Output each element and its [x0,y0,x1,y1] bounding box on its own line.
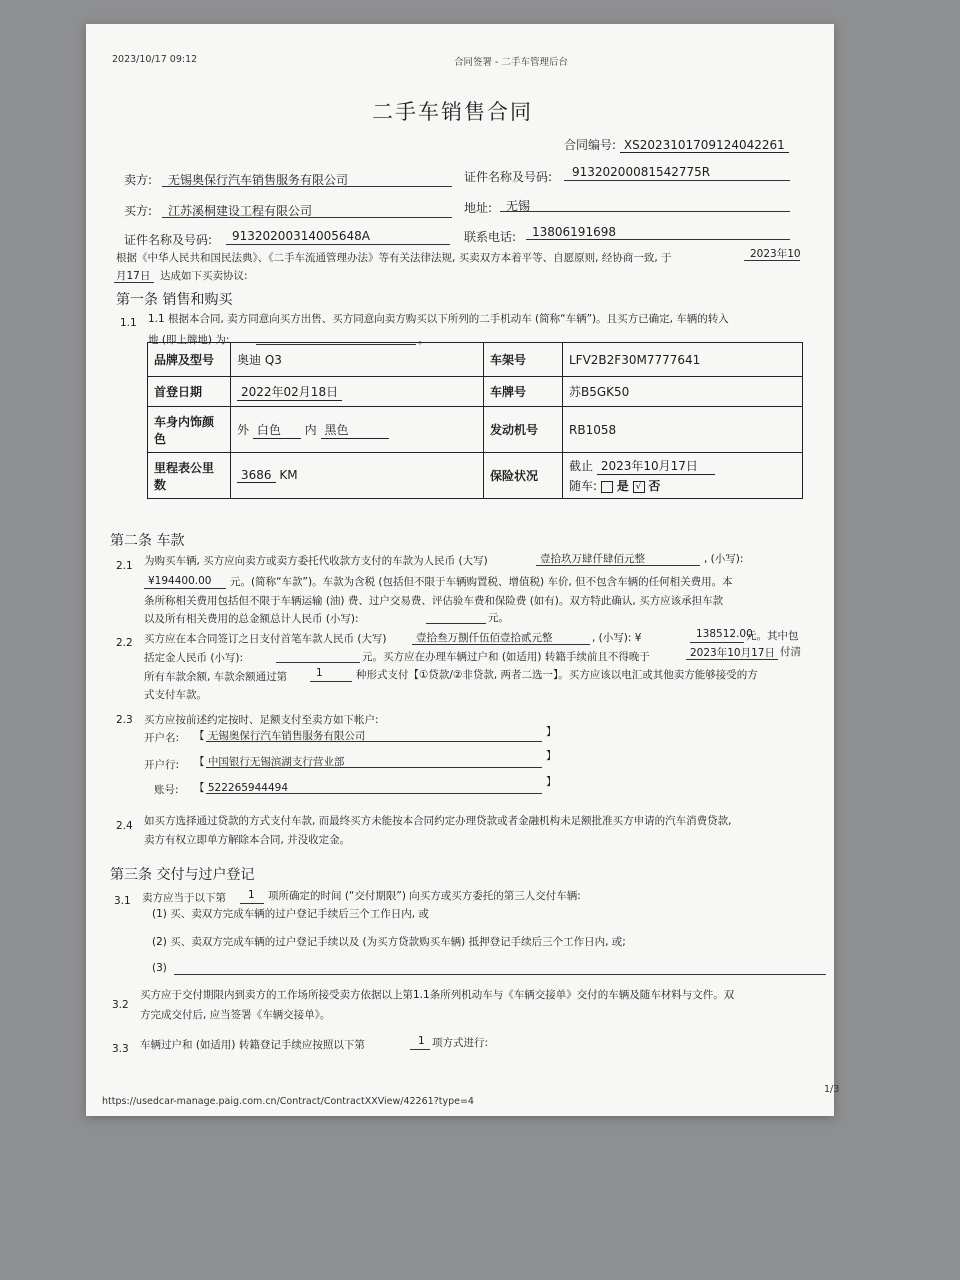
contract-no-label: 合同编号: [564,138,617,152]
account-name-bracket: 】 [546,726,557,738]
clause-3-1-num: 3.1 [114,895,131,907]
yes-checkbox[interactable] [601,481,613,493]
clause-3-2-text-a: 买方应于交付期限内到卖方的工作场所接受卖方依据以上第1.1条所列机动车与《车辆交接单》交付的车辆及随车材料与文件。双 [140,989,735,1001]
account-name: 无锡奥保行汽车销售服务有限公司 [207,730,366,742]
clause-2-2-text-e: 元。买方应在办理车辆过户和 (如适用) 转籍手续前且不得晚于 [362,651,650,663]
insurance-until-label: 截止 [569,459,594,473]
intro-date-a: 2023年10 [750,248,801,260]
delivery-option-2: (2) 买、卖双方完成车辆的过户登记手续以及 (为买方贷款购买车辆) 抵押登记手续后三个工作日内, 或; [152,936,626,948]
total-amount-blank[interactable] [426,623,486,624]
color-cell [231,407,484,453]
article-3-title: 第三条 交付与过户登记 [110,867,255,883]
mileage-unit: KM [279,468,298,482]
mileage-cell [231,453,484,499]
clause-2-3-text: 买方应按前述约定按时、足额支付至卖方如下帐户: [144,714,379,726]
clause-2-2-text-b: , (小写): ¥ [592,632,642,644]
phone-label: 联系电话: [464,230,517,244]
price-upper: 壹拾玖万肆仟肆佰元整 [540,553,645,565]
clause-2-1-num: 2.1 [116,560,133,572]
transfer-item-underline [410,1049,430,1050]
clause-2-4-text-b: 卖方有权立即单方解除本合同, 并没收定金。 [144,834,351,846]
first-payment-upper: 壹拾叁万捌仟伍佰壹拾贰元整 [416,632,553,644]
transfer-item: 1 [418,1035,425,1047]
phone: 13806191698 [532,225,616,239]
price-lower: ¥194400.00 [148,575,212,587]
insurance-label: 保险状况 [484,453,563,499]
print-page-number: 1/3 [824,1084,840,1095]
seller-id-label: 证件名称及号码: [464,170,553,184]
clause-2-1-text-c: 元。(简称“车款”)。车款为含税 (包括但不限于车辆购置税、增值税) 车价, 但不包含车辆的任何相关费用。本 [230,576,733,588]
document-title: 二手车销售合同 [372,100,533,124]
clause-1-1-text: 1.1 根据本合同, 卖方同意向买方出售、买方同意向卖方购买以下所列的二手机动车 (简称“车辆”)。且买方已确定, 车辆的转入 [148,313,729,325]
int-color: 黑色 [321,421,389,439]
account-no-underline [206,793,542,794]
buyer-underline [162,217,452,218]
contract-no-row [564,136,789,153]
intro-date-b: 月17日 [116,270,151,282]
intro-line1: 根据《中华人民共和国民法典》、《二手车流通管理办法》等有关法律法规, 买卖双方本着平等、自愿原则, 经协商一致, 于 [116,252,672,264]
brand-label: 品牌及型号 [148,343,231,377]
seller-id-underline [564,180,790,181]
clause-3-1-text-a: 卖方应当于以下第 [142,892,226,904]
seller-underline [162,186,452,187]
intro-date-b-underline [114,282,154,283]
clause-2-2-text-c: 元。其中包 [746,630,799,642]
print-page-title: 合同签署 - 二手车管理后台 [454,57,568,68]
clause-2-1-text-f: 元。 [488,612,509,624]
seller-label: 卖方: [124,173,153,187]
vin-label: 车架号 [484,343,563,377]
yes-label: 是 [616,479,629,493]
buyer-label: 买方: [124,204,153,218]
seller-name: 无锡奥保行汽车销售服务有限公司 [168,173,349,187]
color-label: 车身内饰颜色 [148,407,231,453]
price-lower-underline [144,588,226,589]
vin-value: LFV2B2F30M7777641 [563,343,803,377]
account-bank: 中国银行无锡滨湖支行营业部 [207,756,345,768]
clause-1-1-num: 1.1 [120,317,137,329]
balance-deadline-underline [686,659,778,660]
clause-2-4-num: 2.4 [116,820,133,832]
buyer-id-underline [226,244,450,245]
account-bank-row: 【 中国银行无锡滨湖支行营业部 [194,756,345,768]
clause-1-1-period: 。 [418,334,429,346]
balance-deadline: 2023年10月17日 [690,647,775,659]
first-payment-lower: 138512.00 [696,628,753,640]
buyer-id: 91320200314005648A [232,229,370,243]
clause-3-2-text-b: 方完成交付后, 应当签署《车辆交接单》。 [140,1009,331,1021]
account-name-label: 开户名: [144,732,180,744]
mileage-value: 3686 [237,468,276,483]
clause-2-1-text-d: 条所称相关费用包括但不限于车辆运输 (油) 费、过户交易费、评估验车费和保险费 (如有)。双方特此确认, 买方应该承担车款 [144,595,724,607]
clause-2-3-num: 2.3 [116,714,133,726]
seller-id: 91320200081542775R [572,165,711,179]
account-name-row: 【 无锡奥保行汽车销售服务有限公司 [194,730,366,742]
clause-1-1-text2: 地 (即上牌地) 为: [148,334,230,346]
brand-value: 奥迪 Q3 [231,343,484,377]
account-bank-underline [206,767,542,768]
account-bank-label: 开户行: [144,759,180,771]
price-upper-underline [536,565,700,566]
deposit-blank[interactable] [276,662,360,663]
print-url: https://usedcar-manage.paig.com.cn/Contract/ContractXXView/42261?type=4 [102,1096,474,1107]
first-payment-upper-underline [412,644,590,645]
clause-2-2-text-g: 所有车款余额, 车款余额通过第 [144,671,288,683]
contract-no: XS20231017091240422​61 [620,138,789,153]
delivery-option-3-blank[interactable] [174,974,826,975]
clause-3-3-text-b: 项方式进行: [432,1037,489,1049]
insurance-cell [563,453,803,499]
clause-2-1-text-a: 为购买车辆, 买方应向卖方或卖方委托代收款方支付的车款为人民币 (大写) [144,555,488,567]
address-label: 地址: [464,201,493,215]
delivery-item-underline [240,903,264,904]
reg-date-label: 首登日期 [148,377,231,407]
first-payment-lower-underline [690,642,744,643]
account-no-row: 【 522265944494 [194,782,289,794]
account-no-bracket: 】 [546,776,557,788]
insurance-with-label: 随车: [569,479,598,493]
article-2-title: 第二条 车款 [110,533,185,549]
address-underline [500,211,790,212]
clause-2-2-text-f: 付清 [780,646,801,658]
account-no: 522265944494 [207,782,289,794]
reg-date-cell [231,377,484,407]
clause-2-1-text-b: , (小写): [704,553,744,565]
clause-2-1-text-e: 以及所有相关费用的总金额总计人民币 (小写): [144,613,359,625]
intro-line2: 达成如下买卖协议: [160,270,248,282]
article-1-title: 第一条 销售和购买 [116,292,233,308]
clause-2-2-text-a: 买方应在本合同签订之日支付首笔车款人民币 (大写) [144,633,387,645]
plate-value: 苏B5GK50 [563,377,803,407]
clause-2-4-text-a: 如买方选择通过贷款的方式支付车款, 而最终买方未能按本合同约定办理贷款或者金融机构未足额批准买方申请的汽车消费贷款, [144,815,732,827]
delivery-option-1: (1) 买、卖双方完成车辆的过户登记手续后三个工作日内, 或 [152,908,429,920]
plate-label: 车牌号 [484,377,563,407]
buyer-name: 江苏溪桐建设工程有限公司 [168,204,313,218]
print-datetime: 2023/10/17 09:12 [112,54,198,65]
delivery-option-3-label: (3) [152,962,167,974]
int-color-prefix: 内 [304,422,317,437]
account-name-underline [206,741,542,742]
payment-method: 1 [316,667,323,679]
account-no-label: 账号: [154,784,179,796]
clause-2-2-text-d: 括定金人民币 (小写): [144,652,244,664]
clause-2-2-text-h: 种形式支付【①贷款/②非贷款, 两者二选一】。买方应该以电汇或其他卖方能够接受的方 [356,669,758,681]
address: 无锡 [506,199,531,213]
clause-3-3-num: 3.3 [112,1043,129,1055]
clause-3-2-num: 3.2 [112,999,129,1011]
contract-page [86,24,840,1116]
vehicle-info-table [147,342,803,499]
clause-2-2-num: 2.2 [116,637,133,649]
clause-2-2-text-i: 式支付车款。 [144,689,207,701]
buyer-id-label: 证件名称及号码: [124,233,213,247]
no-checkbox[interactable]: √ [633,481,645,493]
account-bank-bracket: 】 [546,750,557,762]
mileage-label: 里程表公里数 [148,453,231,499]
no-label: 否 [648,479,661,493]
insurance-until: 2023年10月17日 [597,457,715,475]
intro-date-underline [744,260,800,261]
clause-3-1-text-b: 项所确定的时间 (“交付期限”) 向买方或买方委托的第三人交付车辆: [268,890,581,902]
ext-color: 白色 [253,421,301,439]
phone-underline [526,239,790,240]
reg-date-value: 2022年02月18日 [237,383,342,401]
engine-value: RB1058 [563,407,803,453]
clause-3-3-text-a: 车辆过户和 (如适用) 转籍登记手续应按照以下第 [140,1039,365,1051]
ext-color-prefix: 外 [237,422,250,437]
payment-method-underline [310,681,352,682]
engine-label: 发动机号 [484,407,563,453]
delivery-item: 1 [248,889,255,901]
